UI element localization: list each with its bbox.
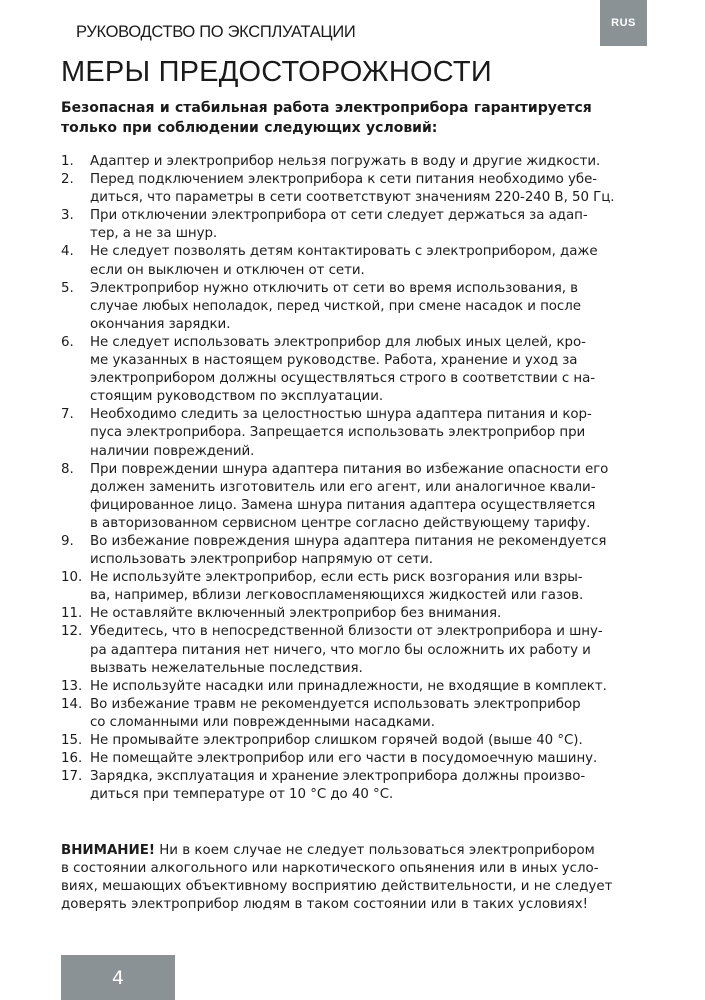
rule-text-line: Во избежание повреждения шнура адаптера питания не рекомендуется — [90, 533, 607, 549]
language-tab: RUS — [600, 0, 647, 46]
rule-text-line: Зарядка, эксплуатация и хранение электроприбора должны произво- — [90, 769, 586, 785]
rule-text-line: наличии повреждений. — [90, 443, 255, 459]
warning-line: доверять электроприбор людям в таком состоянии или в таких условиях! — [61, 897, 588, 913]
safety-rule-item — [61, 678, 661, 696]
rule-text-line: Необходимо следить за целостностью шнура адаптера питания и кор- — [90, 407, 592, 423]
warning-text: Ни в коем случае не следует пользоваться электроприбором — [154, 843, 595, 858]
warning-label: ВНИМАНИЕ! — [61, 843, 155, 858]
rule-text-line: Не оставляйте включенный электроприбор без внимания. — [90, 606, 502, 622]
rule-text-line: со сломанными или поврежденными насадками. — [90, 714, 435, 730]
rule-text-line: стоящим руководством по эксплуатации. — [90, 389, 384, 405]
rule-number: 4. — [61, 244, 74, 260]
rule-number: 17. — [61, 769, 83, 785]
warning-line: в состоянии алкогольного или наркотического опьянения или в иных усло- — [61, 861, 599, 877]
rule-number: 3. — [61, 208, 74, 224]
warning-first-line — [61, 842, 661, 860]
warning-paragraph — [61, 842, 661, 914]
rule-number: 11. — [61, 606, 83, 622]
safety-rule-item — [61, 153, 661, 171]
rule-text-line: Электроприбор нужно отключить от сети во время использования, в — [90, 280, 578, 296]
rule-text-line: При отключении электроприбора от сети следует держаться за адап- — [90, 208, 588, 224]
safety-rule-item — [61, 732, 661, 750]
rule-number: 8. — [61, 461, 74, 477]
safety-rule-item — [61, 461, 661, 533]
rule-number: 1. — [61, 154, 74, 169]
intro-line: только при соблюдении следующих условий: — [61, 120, 438, 136]
page-number: 4 — [61, 955, 175, 1000]
safety-rule-item — [61, 406, 661, 460]
safety-rule-item — [61, 696, 661, 732]
page-title: МЕРЫ ПРЕДОСТОРОЖНОСТИ — [61, 56, 492, 88]
document-header-title: РУКОВОДСТВО ПО ЭКСПЛУАТАЦИИ — [76, 23, 356, 41]
rule-number: 9. — [61, 533, 74, 549]
safety-rule-item — [61, 768, 661, 804]
rule-text-line: вызвать нежелательные последствия. — [90, 660, 363, 676]
rule-text-line: Не следует использовать электроприбор для любых иных целей, кро- — [90, 334, 586, 350]
rule-text-line: в авторизованном сервисном центре согласно действующему тарифу. — [90, 515, 591, 531]
safety-rules-list — [61, 153, 661, 804]
rule-text-line: диться при температуре от 10 °С до 40 °С. — [90, 787, 394, 803]
rule-text-line: диться, что параметры в сети соответствуют значениям 220-240 В, 50 Гц. — [90, 190, 615, 206]
rule-number: 2. — [61, 172, 74, 188]
rule-number: 6. — [61, 334, 74, 350]
safety-rule-item — [61, 533, 661, 569]
rule-text-line: Убедитесь, что в непосредственной близости от электроприбора и шну- — [90, 624, 603, 640]
rule-text-line: ра адаптера питания нет ничего, что могло бы осложнить их работу и — [90, 642, 591, 658]
rule-number: 13. — [61, 678, 83, 694]
rule-text-line: ме указанных в настоящем руководстве. Работа, хранение и уход за — [90, 353, 578, 369]
rule-text-line: Не промывайте электроприбор слишком горячей водой (выше 40 °С). — [90, 733, 583, 748]
warning-line: виях, мешающих объективному восприятию действительности, и не следует — [61, 879, 613, 895]
rule-number: 15. — [61, 733, 83, 748]
rule-text-line: окончания зарядки. — [90, 316, 231, 332]
rule-text-line: использовать электроприбор напрямую от сети. — [90, 552, 433, 568]
safety-rule-item — [61, 280, 661, 334]
rule-number: 7. — [61, 407, 74, 423]
safety-rule-item — [61, 207, 661, 243]
rule-text-line: Перед подключением электроприбора к сети питания необходимо убе- — [90, 172, 598, 188]
rule-text-line: ва, например, вблизи легковоспламеняющихся жидкостей или газов. — [90, 588, 584, 604]
rule-text-line: Не помещайте электроприбор или его части в посудомоечную машину. — [90, 751, 598, 767]
rule-text-line: При повреждении шнура адаптера питания во избежание опасности его — [90, 461, 609, 477]
rule-number: 14. — [61, 696, 83, 712]
intro-line: Безопасная и стабильная работа электроприбора гарантируется — [61, 100, 592, 116]
rule-text-line: тер, а не за шнур. — [90, 226, 218, 242]
rule-text-line: Не следует позволять детям контактировать с электроприбором, даже — [90, 244, 598, 260]
rule-text-line: Не используйте насадки или принадлежности, не входящие в комплект. — [90, 678, 607, 694]
safety-rule-item — [61, 750, 661, 768]
rule-number: 10. — [61, 570, 83, 586]
rule-text-line: фицированное лицо. Замена шнура питания адаптера осуществляется — [90, 497, 596, 513]
rule-text-line: пуса электроприбора. Запрещается использовать электроприбор при — [90, 425, 586, 441]
rule-text-line: случае любых неполадок, перед чисткой, при смене насадок и после — [90, 298, 581, 314]
safety-rule-item — [61, 334, 661, 406]
rule-text-line: Адаптер и электроприбор нельзя погружать в воду и другие жидкости. — [90, 154, 601, 169]
rule-number: 12. — [61, 624, 83, 640]
safety-rule-item — [61, 171, 661, 207]
safety-rule-item — [61, 569, 661, 605]
intro-paragraph — [61, 98, 651, 138]
safety-rule-item — [61, 605, 661, 623]
safety-rule-item — [61, 243, 661, 279]
rule-number: 16. — [61, 751, 83, 767]
rule-text-line: Во избежание травм не рекомендуется использовать электроприбор — [90, 696, 581, 712]
rule-text-line: электроприбором должны осуществляться строго в соответствии с на- — [90, 371, 596, 387]
rule-text-line: Не используйте электроприбор, если есть риск возгорания или взры- — [90, 570, 583, 586]
rule-number: 5. — [61, 280, 74, 296]
safety-rule-item — [61, 623, 661, 677]
rule-text-line: если он выключен и отключен от сети. — [90, 262, 365, 278]
rule-text-line: должен заменить изготовитель или его агент, или аналогичное квали- — [90, 479, 596, 495]
